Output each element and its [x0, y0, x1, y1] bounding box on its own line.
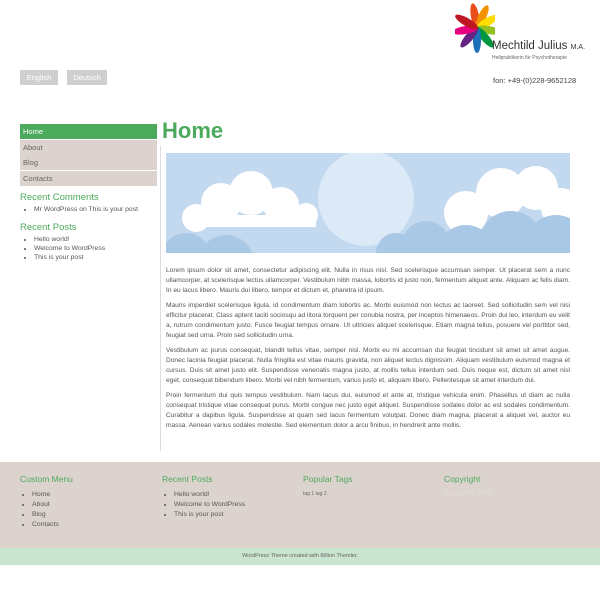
main-content — [162, 116, 570, 429]
logo-subtitle: Heilpraktikerin für Psychotherapie — [492, 55, 567, 61]
recent-comments-list — [20, 206, 157, 213]
footer-posts-list — [162, 491, 292, 518]
footer-custom-menu-heading: Custom Menu — [20, 474, 73, 484]
footer-post-link[interactable]: • This is your post — [174, 511, 292, 518]
footer-menu-list — [20, 491, 150, 528]
article-paragraph: Proin fermentum dui quis tempus vestibulum. Nam lacus dui, euismod et ante at, tristique vehicula enim. Phasellus ut diam ac nulla consequat tristique vitae consequat purus. Morbi congue nec justo eget aliquet. Suspendisse sodales dolor ac est sodales condimentum. Curabitur a dapibus ligula. Suspendisse at quam sed lacus fermentum volutpat. Donec diam magna, placerat a aliquet vel, auctor eu massa. Aenean varius sodales molestie. Sed elementum dolor a arcu finibus, in hendrerit ante mollis. — [166, 392, 570, 429]
footer-copyright — [444, 474, 574, 497]
sidebar — [20, 124, 157, 263]
site-footer — [0, 462, 600, 548]
site-header — [0, 0, 600, 100]
language-english-button[interactable]: English — [20, 70, 58, 85]
footer-menu-link[interactable]: • About — [32, 501, 150, 508]
site-logo[interactable] — [455, 2, 585, 64]
footer-popular-tags — [303, 474, 433, 497]
nav-item-blog[interactable]: Blog — [20, 155, 157, 170]
footer-menu-link[interactable]: • Contacts — [32, 521, 150, 528]
nav-item-home[interactable]: Home — [20, 124, 157, 139]
theme-credit-bar — [0, 548, 600, 565]
tag-cloud[interactable]: tag 1 tag 2 — [303, 491, 327, 497]
footer-menu-link[interactable]: • Blog — [32, 511, 150, 518]
footer-custom-menu — [20, 474, 150, 531]
recent-posts-heading: Recent Posts — [20, 221, 77, 233]
recent-post-link[interactable]: • Welcome to WordPress — [34, 245, 157, 252]
page-title: Home — [162, 118, 224, 143]
language-deutsch-button[interactable]: Deutsch — [67, 70, 107, 85]
recent-posts-list — [20, 236, 157, 261]
recent-comments-heading: Recent Comments — [20, 191, 99, 203]
nav-item-about[interactable]: About — [20, 140, 157, 155]
phone-number: fon: +49-(0)228-9652128 — [493, 76, 577, 85]
logo-name: Mechtild Julius M.A. — [492, 40, 586, 52]
copyright-text: Copyright © 2015 — [444, 491, 491, 497]
recent-post-link[interactable]: • This is your post — [34, 254, 157, 261]
article-paragraph: Mauris imperdiet scelerisque ligula, id condimentum diam lobortis ac. Morbi euismod non lectus ac laoreet. Sed sollicitudin sem vel nisi efficitur placerat. Class aptent taciti sociosqu ad litora torquent per conubia nostra, per inceptos himenaeos. Proin dui leo, interdum eu velit a, rutrum condimentum justo. Fusce feugiat tempus ornare. Ut ultricies aliquet scelerisque. Etiam magna tellus, posuere vel porttitor sed, feugiat sed urna. Proin sed sollicitudin urna. — [166, 302, 570, 339]
article-paragraph: Vestibulum ac purus consequat, blandit tellus vitae, semper nisl. Morbi eu mi accumsan dui feugiat tincidunt sit amet sit amet augue. Donec lacinia feugiat placerat. Nulla fringilla est vitae mauris gravida, non aliquet lectus dignissim. Aliquam vestibulum euismod magna et cursus. Duis sit amet justo elit. Suspendisse venenatis magna justo, at mollis tellus interdum sed. Duis neque est, dictum sit amet nisl eget, consequat bibendum libero. Morbi vel nibh fermentum, varius justo et, aliquam libero. Pellentesque sit amet interdum dui. — [166, 347, 570, 384]
footer-post-link[interactable]: • Welcome to WordPress — [174, 501, 292, 508]
recent-comment-item[interactable]: • Mr WordPress on This is your post — [34, 206, 157, 213]
article-paragraph: Lorem ipsum dolor sit amet, consectetur adipiscing elit. Nulla in risus nisl. Sed scelerisque accumsan semper. Ut placerat sem a nunc ullamcorper, at scelerisque lectus ullamcorper. Vestibulum nibh massa, lobortis id justo non, fermentum aliquet ante. Aliquam ac felis diam. In eu lacus libero. Mauris dui libero, tempor et dictum et, pharetra id ipsum. — [166, 267, 570, 294]
theme-credit-text: WordPress Theme created with Billion Themler. — [242, 553, 358, 559]
footer-menu-link[interactable]: • Home — [32, 491, 150, 498]
footer-recent-posts — [162, 474, 292, 521]
nav-item-contacts[interactable]: Contacts — [20, 171, 157, 186]
content-divider — [160, 146, 161, 451]
flower-logo-icon — [455, 2, 495, 64]
article-body — [166, 266, 570, 436]
footer-recent-posts-heading: Recent Posts — [162, 474, 213, 484]
footer-post-link[interactable]: • Hello world! — [174, 491, 292, 498]
recent-post-link[interactable]: • Hello world! — [34, 236, 157, 243]
footer-copyright-heading: Copyright — [444, 474, 481, 484]
sky-banner-image — [166, 153, 570, 253]
footer-popular-tags-heading: Popular Tags — [303, 474, 353, 484]
